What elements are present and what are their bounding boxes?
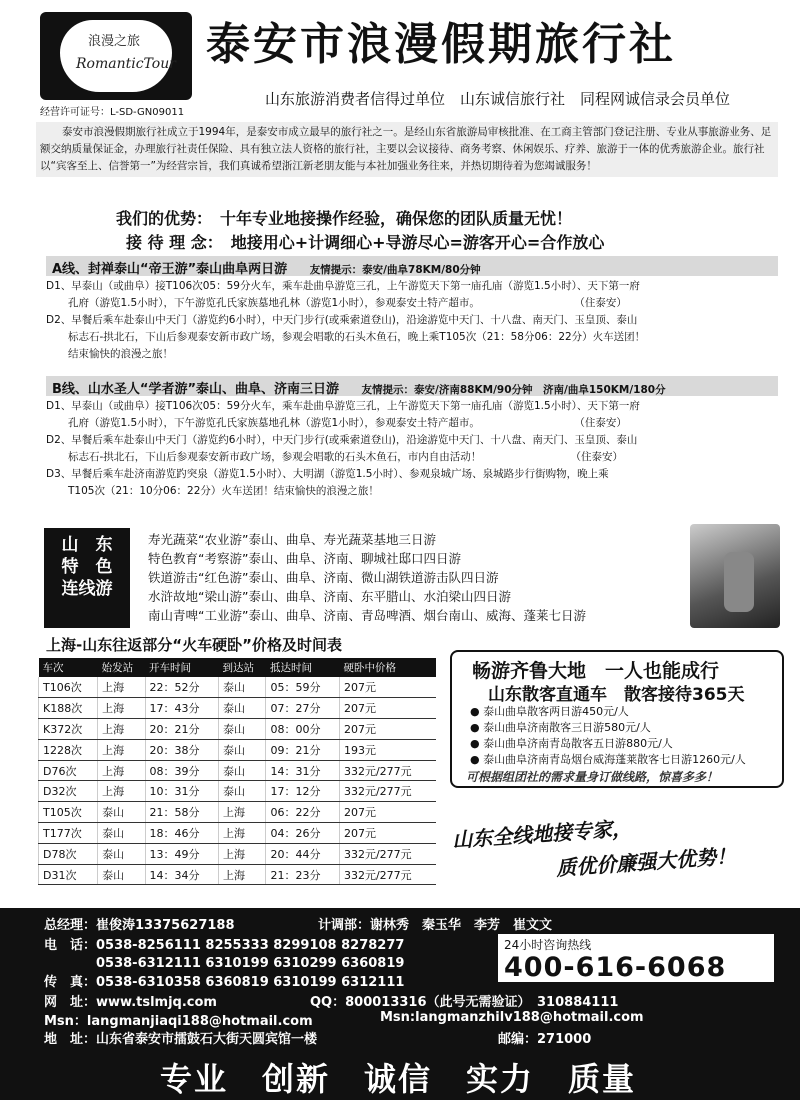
shandong-tour-list: [148, 530, 586, 625]
rock-icon: [724, 552, 754, 612]
honors-line: 山东旅游消费者信得过单位 山东诚信旅行社 同程网诚信录会员单位: [265, 90, 731, 108]
itinerary-line: 标志石-拱北石，下山后参观泰安新市政广场，参观会唱歌的石头木鱼石，市内自由活动！ （住泰安）: [68, 451, 624, 463]
line-b-tip: 友情提示：泰安/济南88KM/90分钟 济南/曲阜150KM/180分: [361, 384, 666, 396]
table-cell: 上海: [219, 843, 266, 864]
table-cell: D31次: [39, 864, 98, 885]
phone-line: 电 话：0538-8256111 8255333 8299108 8278277: [44, 938, 405, 953]
company-logo: [40, 12, 192, 100]
list-item: 铁道游击“红色游”泰山、曲阜、济南、微山湖铁道游击队四日游: [148, 570, 499, 585]
table-cell: 207元: [339, 698, 436, 719]
table-cell: D76次: [39, 760, 98, 781]
table-cell: 20：44分: [266, 843, 340, 864]
column-header: 硬卧中价格: [339, 658, 436, 677]
promo-subheadline: 山东散客直通车 散客接待365天: [488, 685, 745, 705]
train-table-title: 上海-山东往返部分“火车硬卧”价格及时间表: [46, 636, 342, 654]
logo-cn-text: 浪漫之旅: [88, 34, 141, 49]
table-row: [39, 823, 437, 844]
promo-list: [470, 704, 746, 768]
fax-line: 传 真：0538-6310358 6360819 6310199 6312111: [44, 975, 405, 990]
table-cell: 05：59分: [266, 677, 340, 698]
website-line: 网 址：www.tslmjq.com: [44, 995, 217, 1010]
table-cell: 泰山: [98, 864, 145, 885]
slogan-line: 山东全线地接专家，: [451, 815, 633, 853]
table-row: [39, 802, 437, 823]
table-cell: 09：21分: [266, 739, 340, 760]
line-a-title-bar: [46, 256, 778, 276]
table-cell: 泰山: [98, 823, 145, 844]
table-cell: K372次: [39, 719, 98, 740]
table-cell: 上海: [219, 864, 266, 885]
intro-paragraph: 泰安市浪漫假期旅行社成立于1994年，是泰安市成立最早的旅行社之一。是经山东省旅游局审核批准、在工商主管部门登记注册、专业从事旅游业务、足额交纳质量保证金，办理旅行社责任保险、具有独立法人资格的旅行社，主要以会议接待、商务考察、休闲娱乐、疗养、旅游于一体的优秀旅游企业。旅行社以“宾客至上、信誉第一”为经营宗旨，我们真诚希望浙江新老朋友能与本社加强业务往来，并热切期待着为您竭诚服务！: [36, 122, 778, 177]
list-item: ● 泰山曲阜济南散客三日游580元/人: [470, 721, 651, 734]
table-cell: 上海: [98, 698, 145, 719]
table-cell: T106次: [39, 677, 98, 698]
table-row: [39, 760, 437, 781]
table-cell: 207元: [339, 802, 436, 823]
table-cell: 泰山: [98, 802, 145, 823]
list-item: 水浒故地“梁山游”泰山、曲阜、济南、东平腊山、水泊梁山四日游: [148, 589, 511, 604]
hotline-label: 24小时咨询热线: [504, 938, 592, 952]
table-cell: 泰山: [219, 781, 266, 802]
philosophy-line: 接 待 理 念： 地接用心+计调细心+导游尽心=游客开心=合作放心: [126, 233, 605, 252]
table-cell: 207元: [339, 823, 436, 844]
table-cell: 20：21分: [145, 719, 219, 740]
itinerary-line: D2、早餐后乘车赴泰山中天门（游览约6小时），中天门步行(或乘索道登山)，沿途游览中天门、十八盘、南天门、玉皇顶、泰山: [46, 434, 638, 446]
line-a-itinerary: [46, 278, 780, 363]
table-cell: 07：27分: [266, 698, 340, 719]
column-header: 车次: [39, 658, 98, 677]
shandong-label: [44, 528, 130, 628]
table-header-row: [39, 658, 437, 677]
list-item: ● 泰山曲阜济南青岛散客五日游880元/人: [470, 737, 673, 750]
list-item: ● 泰山曲阜济南青岛烟台威海蓬莱散客七日游1260元/人: [470, 753, 746, 766]
table-row: [39, 739, 437, 760]
train-schedule-table: [38, 658, 436, 885]
table-cell: 13：49分: [145, 843, 219, 864]
slogan-line: 质优价廉强大优势！: [555, 843, 737, 881]
itinerary-line: D3、早餐后乘车赴济南游览趵突泉（游览1.5小时）、大明湖（游览1.5小时）、参观泉城广场、泉城路步行街购物，晚上乘: [46, 468, 609, 480]
itinerary-line: 孔府（游览1.5小时），下午游览孔氏家族墓地孔林（游览1小时），参观泰安土特产超市。 （住泰安）: [68, 297, 627, 309]
promo-note: 可根据组团社的需求量身订做线路，惊喜多多！: [466, 770, 719, 784]
table-cell: 上海: [98, 781, 145, 802]
table-cell: 22：52分: [145, 677, 219, 698]
table-cell: D32次: [39, 781, 98, 802]
itinerary-line: D1、早泰山（或曲阜）接T106次05：59分火车，乘车赴曲阜游览三孔，上午游览天下第一庙孔庙（游览1.5小时）、天下第一府: [46, 400, 640, 412]
msn-line: Msn:langmanzhilv188@hotmail.com: [380, 1010, 644, 1025]
table-cell: 193元: [339, 739, 436, 760]
table-cell: 08：00分: [266, 719, 340, 740]
column-header: 始发站: [98, 658, 145, 677]
msn-line: Msn：langmanjiaqi188@hotmail.com: [44, 1014, 313, 1029]
shandong-label-line: 连线游: [61, 579, 113, 599]
itinerary-line: 标志石-拱北石，下山后参观泰安新市政广场，参观会唱歌的石头木鱼石，晚上乘T105次（21：58分06：22分）火车送团！: [68, 331, 646, 343]
table-row: [39, 781, 437, 802]
table-cell: T177次: [39, 823, 98, 844]
table-cell: 06：22分: [266, 802, 340, 823]
column-header: 到达站: [219, 658, 266, 677]
motto-text: 专业 创新 诚信 实力 质量: [160, 1060, 637, 1098]
table-cell: 泰山: [219, 739, 266, 760]
mount-tai-photo: [690, 524, 780, 628]
shandong-label-line: 特 色: [61, 557, 113, 577]
table-cell: T105次: [39, 802, 98, 823]
table-cell: 泰山: [219, 719, 266, 740]
table-cell: 332元/277元: [339, 864, 436, 885]
table-cell: 上海: [98, 760, 145, 781]
itinerary-line: 孔府（游览1.5小时），下午游览孔氏家族墓地孔林（游览1小时），参观泰安土特产超市。 （住泰安）: [68, 417, 627, 429]
hotline-number: 400-616-6068: [504, 952, 727, 983]
column-header: 抵达时间: [266, 658, 340, 677]
list-item: 特色教育“考察游”泰山、曲阜、济南、聊城社邸口四日游: [148, 551, 461, 566]
itinerary-line: 结束愉快的浪漫之旅！: [68, 348, 173, 360]
itinerary-line: T105次（21：10分06：22分）火车送团！结束愉快的浪漫之旅！: [68, 485, 379, 497]
line-b-itinerary: [46, 398, 780, 500]
itinerary-line: D2、早餐后乘车赴泰山中天门（游览约6小时），中天门步行(或乘索道登山)，沿途游览中天门、十八盘、南天门、玉皇顶、泰山: [46, 314, 638, 326]
table-cell: K188次: [39, 698, 98, 719]
list-item: ● 泰山曲阜散客两日游450元/人: [470, 705, 629, 718]
table-cell: 17：43分: [145, 698, 219, 719]
table-cell: 泰山: [98, 843, 145, 864]
table-cell: 1228次: [39, 739, 98, 760]
address-line: 地 址：山东省泰安市擂鼓石大街天圆宾馆一楼: [44, 1032, 318, 1047]
column-header: 开车时间: [145, 658, 219, 677]
table-cell: 上海: [98, 677, 145, 698]
table-cell: 08：39分: [145, 760, 219, 781]
table-cell: 上海: [219, 802, 266, 823]
table-cell: 20：38分: [145, 739, 219, 760]
table-cell: 上海: [98, 719, 145, 740]
table-cell: 21：58分: [145, 802, 219, 823]
advantage-line: 我们的优势： 十年专业地接操作经验，确保您的团队质量无忧！: [116, 209, 573, 228]
list-item: 寿光蔬菜“农业游”泰山、曲阜、寿光蔬菜基地三日游: [148, 532, 436, 547]
table-cell: 21：23分: [266, 864, 340, 885]
table-row: [39, 843, 437, 864]
company-name: 泰安市浪漫假期旅行社: [206, 19, 676, 70]
table-cell: 上海: [98, 739, 145, 760]
table-cell: 04：26分: [266, 823, 340, 844]
table-cell: 207元: [339, 719, 436, 740]
table-row: [39, 719, 437, 740]
table-cell: 14：34分: [145, 864, 219, 885]
table-cell: 332元/277元: [339, 760, 436, 781]
table-row: [39, 698, 437, 719]
table-cell: 18：46分: [145, 823, 219, 844]
license-number: 经营许可证号：L-SD-GN09011: [40, 107, 185, 118]
table-cell: D78次: [39, 843, 98, 864]
table-cell: 泰山: [219, 677, 266, 698]
table-cell: 泰山: [219, 698, 266, 719]
logo-en-text: RomanticTour: [76, 56, 176, 72]
table-cell: 上海: [219, 823, 266, 844]
line-a-tip: 友情提示：泰安/曲阜78KM/80分钟: [309, 264, 481, 276]
table-cell: 332元/277元: [339, 843, 436, 864]
table-cell: 17：12分: [266, 781, 340, 802]
table-cell: 14：31分: [266, 760, 340, 781]
table-row: [39, 677, 437, 698]
phone-line: 0538-6312111 6310199 6310299 6360819: [44, 956, 405, 971]
promo-headline: 畅游齐鲁大地 一人也能成行: [472, 660, 720, 682]
list-item: 南山青啤“工业游”泰山、曲阜、济南、青岛啤酒、烟台南山、威海、蓬莱七日游: [148, 608, 586, 623]
line-b-title-bar: [46, 376, 778, 396]
ops-contacts: 计调部：谢林秀 秦玉华 李芳 崔文文: [318, 918, 553, 933]
itinerary-line: D1、早泰山（或曲阜）接T106次05：59分火车，乘车赴曲阜游览三孔，上午游览天下第一庙孔庙（游览1.5小时）、天下第一府: [46, 280, 640, 292]
table-cell: 332元/277元: [339, 781, 436, 802]
line-a-title: A线、封禅泰山“帝王游”泰山曲阜两日游: [52, 262, 288, 277]
manager-contact: 总经理：崔俊涛13375627188: [44, 918, 235, 933]
postcode-line: 邮编：271000: [498, 1032, 592, 1047]
table-row: [39, 864, 437, 885]
shandong-label-line: 山 东: [61, 535, 113, 555]
line-b-title: B线、山水圣人“学者游”泰山、曲阜、济南三日游: [52, 382, 339, 397]
table-cell: 10：31分: [145, 781, 219, 802]
table-cell: 207元: [339, 677, 436, 698]
qq-line: QQ：800013316（此号无需验证） 310884111: [310, 995, 619, 1010]
table-cell: 泰山: [219, 760, 266, 781]
